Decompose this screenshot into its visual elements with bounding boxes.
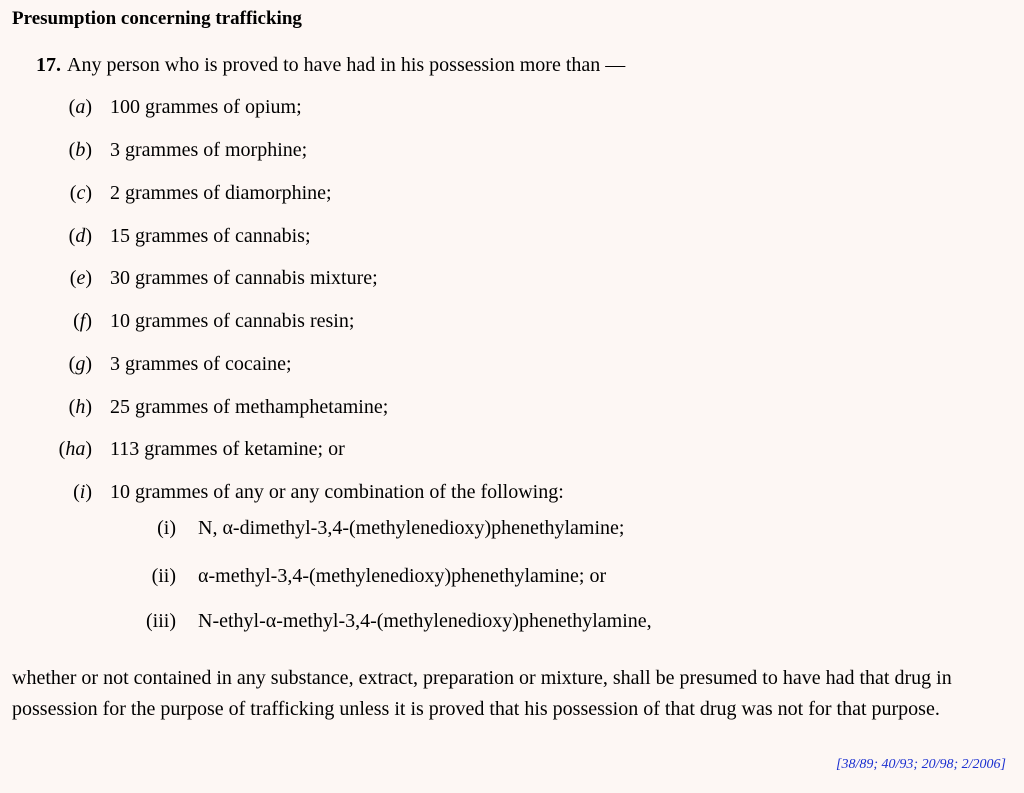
subparagraph-text: N, α-dimethyl-3,4-(methylenedioxy)phenethylamine; xyxy=(198,517,625,539)
paragraph-text: 30 grammes of cannabis mixture; xyxy=(110,267,378,289)
paragraph-c xyxy=(0,180,92,206)
paragraph-g xyxy=(0,351,92,377)
subparagraph-label: (i) xyxy=(157,517,176,539)
paragraph-i xyxy=(0,479,92,505)
subparagraph-label: (ii) xyxy=(151,565,176,587)
closing-paragraph: whether or not contained in any substance, extract, preparation or mixture, shall be presumed to have had that drug in possession for the purpose of trafficking unless it is proved that his possession of that drug was not for that purpose. xyxy=(12,667,952,720)
paragraph-text: 3 grammes of morphine; xyxy=(110,139,308,161)
paragraph-label: (i) xyxy=(73,481,92,503)
paragraph-text: 10 grammes of cannabis resin; xyxy=(110,310,355,332)
paragraph-label: (e) xyxy=(69,267,92,289)
paragraph-label: (a) xyxy=(68,96,92,118)
subparagraph-iii xyxy=(0,608,176,634)
paragraph-e xyxy=(0,265,92,291)
section-intro-text: Any person who is proved to have had in his possession more than — xyxy=(67,54,626,76)
subparagraph-text: N-ethyl-α-methyl-3,4-(methylenedioxy)phenethylamine, xyxy=(198,610,652,632)
paragraph-label: (h) xyxy=(68,396,92,418)
paragraph-label: (ha) xyxy=(58,438,92,460)
paragraph-text: 25 grammes of methamphetamine; xyxy=(110,396,389,418)
paragraph-text: 100 grammes of opium; xyxy=(110,96,302,118)
paragraph-text: 2 grammes of diamorphine; xyxy=(110,182,332,204)
paragraph-label: (c) xyxy=(69,182,92,204)
paragraph-label: (f) xyxy=(73,310,92,332)
section-heading: Presumption concerning trafficking xyxy=(12,8,302,29)
paragraph-text: 3 grammes of cocaine; xyxy=(110,353,292,375)
subparagraph-ii xyxy=(0,563,176,589)
amendment-source-note: [38/89; 40/93; 20/98; 2/2006] xyxy=(836,757,1006,772)
paragraph-ha xyxy=(0,436,92,462)
paragraph-label: (g) xyxy=(68,353,92,375)
section-intro xyxy=(36,52,625,78)
paragraph-text: 15 grammes of cannabis; xyxy=(110,225,311,247)
paragraph-label: (d) xyxy=(68,225,92,247)
paragraph-h xyxy=(0,394,92,420)
paragraph-a xyxy=(0,94,92,120)
paragraph-b xyxy=(0,137,92,163)
paragraph-d xyxy=(0,223,92,249)
subparagraph-label: (iii) xyxy=(146,610,176,632)
subparagraph-text: α-methyl-3,4-(methylenedioxy)phenethylamine; or xyxy=(198,565,607,587)
paragraph-text: 10 grammes of any or any combination of the following: xyxy=(110,481,564,503)
paragraph-f xyxy=(0,308,92,334)
section-number: 17. xyxy=(36,54,61,76)
subparagraph-i xyxy=(0,515,176,541)
paragraph-text: 113 grammes of ketamine; or xyxy=(110,438,345,460)
paragraph-label: (b) xyxy=(68,139,92,161)
